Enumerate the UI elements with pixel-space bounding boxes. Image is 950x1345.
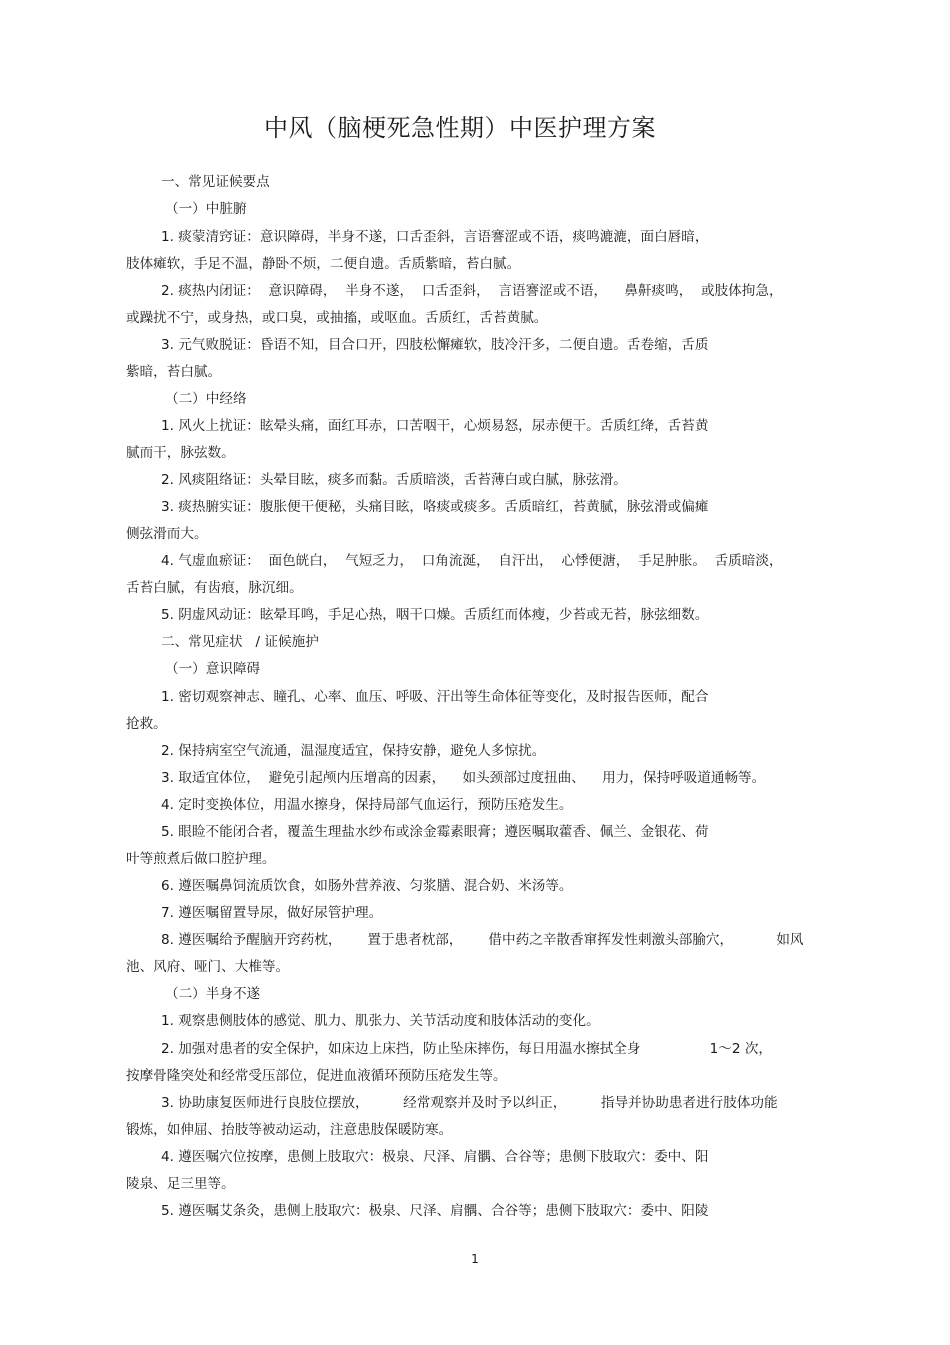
text-line: 侧弦滑而大。 (126, 526, 208, 542)
text-line: （一）中脏腑 (165, 201, 247, 217)
text-line: 3. 协助康复医师进行良肢位摆放， 经常观察并及时予以纠正， 指导并协助患者进行肢体功能 (161, 1095, 778, 1111)
text-line: （一）意识障碍 (165, 661, 261, 677)
text-line: 3. 元气败脱证：昏语不知，目合口开，四肢松懈瘫软，肢冷汗多，二便自遗。舌卷缩，舌质 (161, 337, 709, 353)
text-line: 2. 保持病室空气流通，温湿度适宜，保持安静，避免人多惊扰。 (161, 743, 546, 759)
page-number: 1 (471, 1252, 479, 1266)
text-line: 1. 风火上扰证：眩晕头痛，面红耳赤，口苦咽干，心烦易怒，尿赤便干。舌质红绛，舌苔黄 (161, 418, 709, 434)
text-line: （二）中经络 (165, 391, 247, 407)
text-line: 2. 加强对患者的安全保护，如床边上床挡，防止坠床摔伤，每日用温水擦拭全身 1～2 次， (161, 1041, 773, 1057)
text-line: 4. 遵医嘱穴位按摩，患侧上肢取穴：极泉、尺泽、肩髃、合谷等；患侧下肢取穴：委中、阳 (161, 1149, 709, 1165)
text-line: 叶等煎煮后做口腔护理。 (126, 851, 276, 867)
text-line: 4. 定时变换体位，用温水擦身，保持局部气血运行，预防压疮发生。 (161, 797, 573, 813)
text-line: 按摩骨隆突处和经常受压部位，促进血液循环预防压疮发生等。 (126, 1068, 507, 1084)
text-line: 舌苔白腻，有齿痕，脉沉细。 (126, 580, 303, 596)
text-line: 抢救。 (126, 716, 167, 732)
text-line: 5. 遵医嘱艾条灸，患侧上肢取穴：极泉、尺泽、肩髃、合谷等；患侧下肢取穴：委中、阳陵 (161, 1203, 709, 1219)
text-line: 4. 气虚血瘀证： 面色㿠白， 气短乏力， 口角流涎， 自汗出， 心悸便溏， 手足肿胀。 舌质暗淡， (161, 553, 783, 569)
text-line: 锻炼，如伸屈、抬肢等被动运动，注意患肢保暖防寒。 (126, 1122, 453, 1138)
text-line: （二）半身不遂 (165, 986, 261, 1002)
text-line: 肢体瘫软，手足不温，静卧不烦，二便自遗。舌质紫暗，苔白腻。 (126, 256, 521, 272)
text-line: 3. 痰热腑实证：腹胀便干便秘，头痛目眩，咯痰或痰多。舌质暗红，苔黄腻，脉弦滑或偏瘫 (161, 499, 709, 515)
text-line: 1. 痰蒙清窍证：意识障碍，半身不遂，口舌歪斜，言语謇涩或不语，痰鸣漉漉，面白唇暗， (161, 229, 709, 245)
text-line: 池、风府、哑门、大椎等。 (126, 959, 290, 975)
text-line: 陵泉、足三里等。 (126, 1176, 235, 1192)
text-line: 1. 观察患侧肢体的感觉、肌力、肌张力、关节活动度和肢体活动的变化。 (161, 1013, 600, 1029)
text-line: 5. 阴虚风动证：眩晕耳鸣，手足心热，咽干口燥。舌质红而体瘦，少苔或无苔，脉弦细数。 (161, 607, 709, 623)
text-line: 或躁扰不宁，或身热，或口臭，或抽搐，或呕血。舌质红，舌苔黄腻。 (126, 310, 548, 326)
text-line: 8. 遵医嘱给予醒脑开窍药枕， 置于患者枕部， 借中药之辛散香窜挥发性刺激头部腧穴， 如风 (161, 932, 804, 948)
text-line: 2. 痰热内闭证： 意识障碍， 半身不遂， 口舌歪斜， 言语謇涩或不语， 鼻鼾痰鸣， 或肢体拘急， (161, 283, 783, 299)
text-line: 5. 眼睑不能闭合者，覆盖生理盐水纱布或涂金霉素眼膏；遵医嘱取藿香、佩兰、金银花、荷 (161, 824, 709, 840)
text-line: 二、常见症状 / 证候施护 (161, 634, 319, 650)
text-line: 6. 遵医嘱鼻饲流质饮食，如肠外营养液、匀浆膳、混合奶、米汤等。 (161, 878, 573, 894)
text-line: 一、常见证候要点 (161, 174, 270, 190)
text-line: 1. 密切观察神志、瞳孔、心率、血压、呼吸、汗出等生命体征等变化，及时报告医师，配合 (161, 689, 709, 705)
page-title: 中风（脑梗死急性期）中医护理方案 (264, 114, 656, 142)
text-line: 3. 取适宜体位， 避免引起颅内压增高的因素， 如头颈部过度扭曲、 用力，保持呼吸道通畅等。 (161, 770, 766, 786)
text-line: 2. 风痰阻络证：头晕目眩，痰多而黏。舌质暗淡，舌苔薄白或白腻，脉弦滑。 (161, 472, 627, 488)
text-line: 7. 遵医嘱留置导尿，做好尿管护理。 (161, 905, 383, 921)
text-line: 紫暗，苔白腻。 (126, 364, 222, 380)
text-line: 腻而干，脉弦数。 (126, 445, 235, 461)
